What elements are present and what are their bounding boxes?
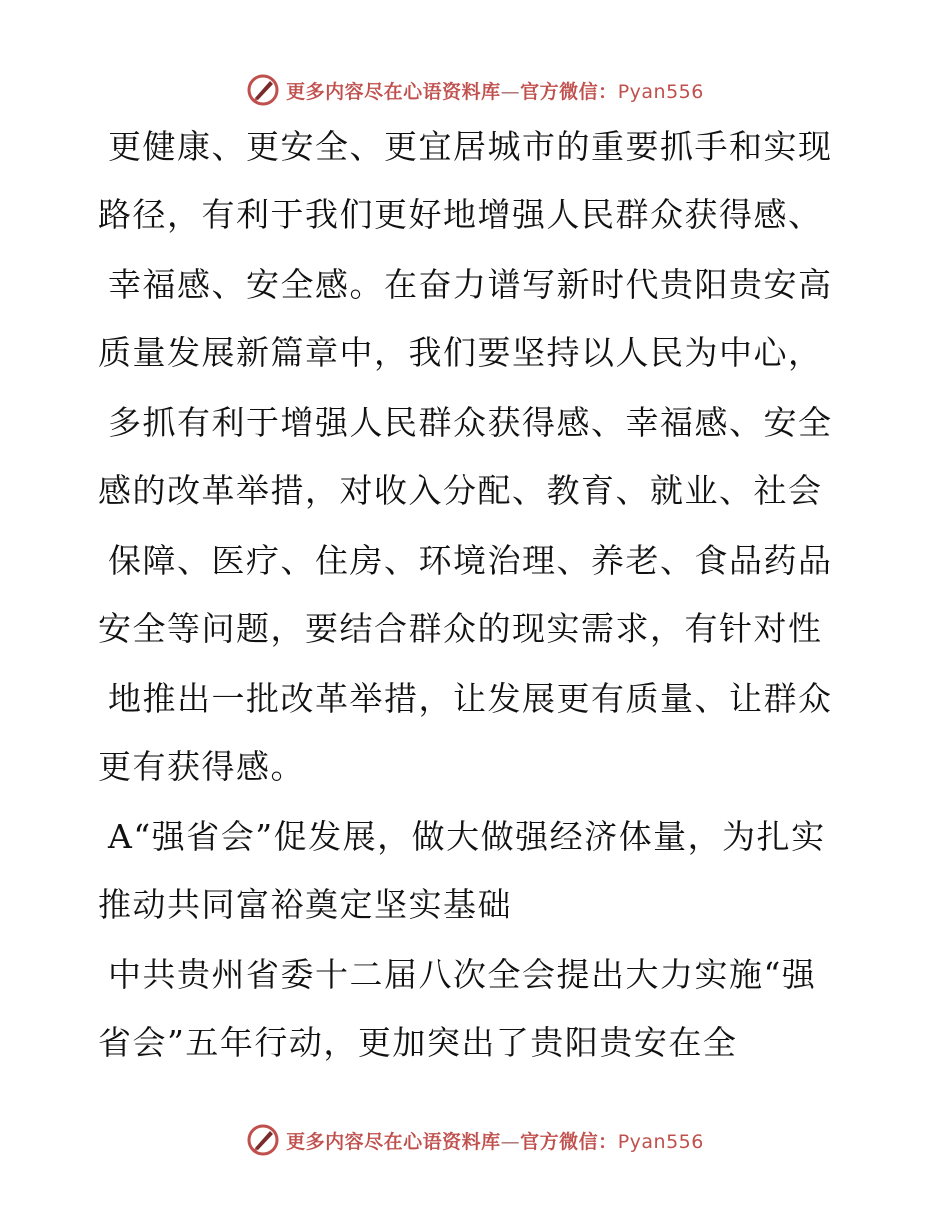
text-line: 幸福感、安全感。在奋力谱写新时代贵阳贵安高 [108,265,833,304]
text-line: 省会”五年行动，更加突出了贵阳贵安在全 [98,1023,738,1062]
text-line: 安全等问题，要结合群众的现实需求，有针对性 [98,609,823,648]
banner-text [286,1127,704,1154]
banner-separator: — [500,1130,521,1153]
text-line: 保障、医疗、住房、环境治理、养老、食品药品 [108,541,833,580]
section-heading-line: 推动共同富裕奠定坚实基础 [98,885,512,924]
document-body [98,124,858,1066]
banner-wechat-label: 官方微信： [520,1130,618,1153]
text-line: 多抓有利于增强人民群众获得感、幸福感、安全 [108,403,833,442]
banner-wechat-label: 官方微信： [520,80,618,103]
text-line: 更健康、更安全、更宜居城市的重要抓手和实现 [108,127,833,166]
quill-logo-icon [246,1123,280,1157]
text-line: 更有获得感。 [98,747,305,786]
banner-text [286,77,704,104]
quill-logo-icon [246,73,280,107]
text-line: 中共贵州省委十二届八次全会提出大力实施“强 [108,955,817,994]
banner-wechat-id: Pyan556 [617,80,704,103]
header-banner [0,70,950,110]
section-heading-line: A“强省会”促发展，做大做强经济体量，为扎实 [108,817,826,856]
banner-main-text: 更多内容尽在心语资料库 [286,1130,501,1153]
text-line: 感的改革举措，对收入分配、教育、就业、社会 [98,471,823,510]
text-line: 质量发展新篇章中，我们要坚持以人民为中心， [98,333,823,372]
banner-main-text: 更多内容尽在心语资料库 [286,80,501,103]
footer-banner [0,1120,950,1160]
text-line: 地推出一批改革举措，让发展更有质量、让群众 [108,679,833,718]
text-line: 路径，有利于我们更好地增强人民群众获得感、 [98,195,823,234]
banner-wechat-id: Pyan556 [617,1130,704,1153]
banner-separator: — [500,80,521,103]
